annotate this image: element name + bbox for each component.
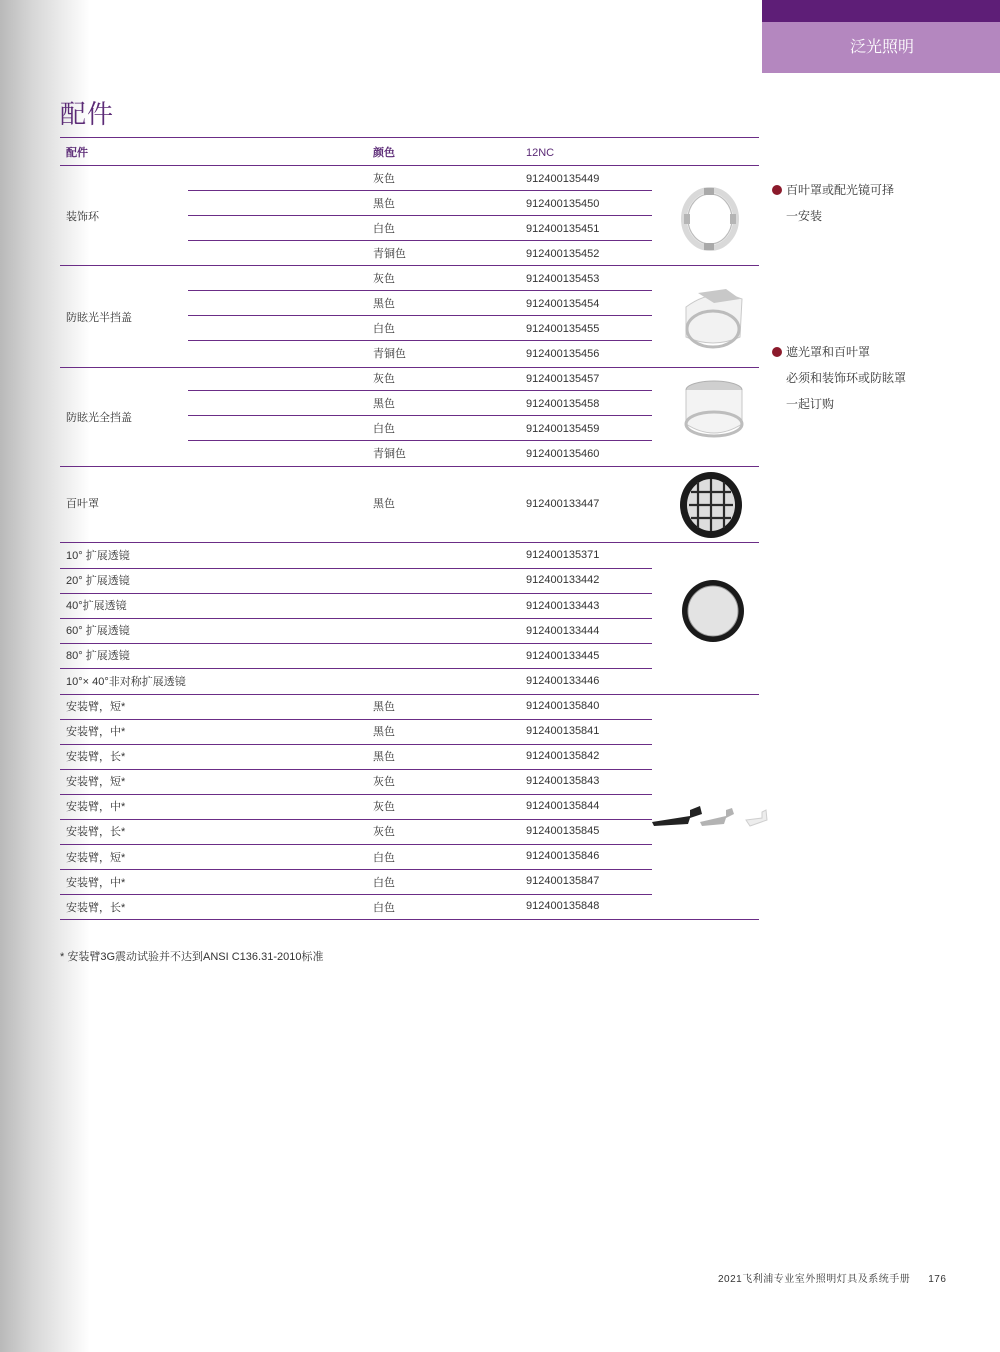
cell-color: 灰色 <box>373 826 395 838</box>
note-shield-order <box>772 344 906 412</box>
cell-color: 黑色 <box>373 726 395 738</box>
row-rule <box>188 240 652 241</box>
cell-color: 黑色 <box>373 298 395 310</box>
cell-color: 白色 <box>373 423 395 435</box>
header-color: 颜色 <box>373 147 395 159</box>
cell-12nc: 912400135842 <box>526 750 600 762</box>
cell-item: 安装臂，长* <box>66 751 126 763</box>
group-rule <box>60 367 759 368</box>
cell-12nc: 912400133443 <box>526 600 600 612</box>
cell-12nc: 912400135451 <box>526 223 600 235</box>
cell-12nc: 912400135841 <box>526 725 600 737</box>
row-rule <box>188 390 652 391</box>
trim-ring-image <box>680 186 740 252</box>
cell-item: 80° 扩展透镜 <box>66 650 130 662</box>
row-rule <box>60 719 652 720</box>
bullet-icon <box>772 185 782 195</box>
row-rule <box>188 290 652 291</box>
cell-item: 安装臂，短* <box>66 701 126 713</box>
cell-color: 白色 <box>373 223 395 235</box>
section-tab-label: 泛光照明 <box>762 22 1000 73</box>
row-rule <box>188 190 652 191</box>
cell-item: 安装臂，中* <box>66 726 126 738</box>
cell-item: 安装臂，短* <box>66 776 126 788</box>
note-line: 必须和装饰环或防眩罩 <box>786 371 907 385</box>
group-label-trim-ring: 装饰环 <box>66 211 99 223</box>
cell-12nc: 912400135459 <box>526 423 600 435</box>
note-louver-lens <box>772 182 894 224</box>
table-top-rule <box>60 137 759 138</box>
cell-12nc: 912400135457 <box>526 373 600 385</box>
section-tab <box>762 0 1000 73</box>
group-label-half-shield: 防眩光半挡盖 <box>66 312 132 324</box>
louver-image <box>678 470 744 540</box>
cell-color: 白色 <box>373 902 395 914</box>
cell-item: 60° 扩展透镜 <box>66 625 130 637</box>
header-item: 配件 <box>66 147 88 159</box>
cell-12nc: 912400135847 <box>526 875 600 887</box>
half-shield-image <box>678 285 748 351</box>
group-label-full-shield: 防眩光全挡盖 <box>66 412 132 424</box>
cell-12nc: 912400133442 <box>526 574 600 586</box>
section-tab-bar <box>762 0 1000 22</box>
cell-12nc: 912400135460 <box>526 448 600 460</box>
header-12nc: 12NC <box>526 147 555 159</box>
row-rule <box>60 668 652 669</box>
row-rule <box>188 315 652 316</box>
cell-item: 40°扩展透镜 <box>66 600 127 612</box>
cell-color: 灰色 <box>373 273 395 285</box>
full-shield-image <box>676 378 748 444</box>
row-rule <box>60 568 652 569</box>
note-line: 遮光罩和百叶罩 <box>786 345 871 359</box>
row-rule <box>60 769 652 770</box>
cell-12nc: 912400135454 <box>526 298 600 310</box>
page-footer <box>718 1270 946 1285</box>
header-rule <box>60 165 759 166</box>
cell-12nc: 912400135450 <box>526 198 600 210</box>
row-rule <box>188 340 652 341</box>
row-rule <box>188 215 652 216</box>
row-rule <box>60 794 652 795</box>
cell-12nc: 912400133446 <box>526 675 600 687</box>
cell-item: 安装臂，长* <box>66 902 126 914</box>
cell-color: 青铜色 <box>373 448 406 460</box>
cell-12nc: 912400135371 <box>526 549 600 561</box>
cell-12nc: 912400133445 <box>526 650 600 662</box>
page-number: 176 <box>928 1274 947 1285</box>
bullet-icon <box>772 347 782 357</box>
group-rule <box>60 542 759 543</box>
cell-color: 黑色 <box>373 701 395 713</box>
cell-12nc: 912400135840 <box>526 700 600 712</box>
note-line: 一起订购 <box>786 397 835 411</box>
cell-color: 青铜色 <box>373 348 406 360</box>
cell-color: 黑色 <box>373 398 395 410</box>
cell-item: 百叶罩 <box>66 498 99 510</box>
cell-color: 灰色 <box>373 373 395 385</box>
cell-12nc: 912400135456 <box>526 348 600 360</box>
cell-color: 灰色 <box>373 801 395 813</box>
row-rule <box>60 844 652 845</box>
row-rule <box>188 415 652 416</box>
cell-item: 10° 扩展透镜 <box>66 550 130 562</box>
group-rule <box>60 466 759 467</box>
cell-color: 白色 <box>373 877 395 889</box>
group-rule <box>60 265 759 266</box>
cell-12nc: 912400135844 <box>526 800 600 812</box>
cell-item: 安装臂，短* <box>66 852 126 864</box>
cell-item: 安装臂，中* <box>66 801 126 813</box>
cell-12nc: 912400135458 <box>526 398 600 410</box>
cell-color: 青铜色 <box>373 248 406 260</box>
cell-item: 安装臂，长* <box>66 826 126 838</box>
note-line: 百叶罩或配光镜可择 <box>786 183 895 197</box>
row-rule <box>60 643 652 644</box>
cell-color: 黑色 <box>373 498 395 510</box>
cell-12nc: 912400135452 <box>526 248 600 260</box>
cell-12nc: 912400135449 <box>526 173 600 185</box>
cell-12nc: 912400135455 <box>526 323 600 335</box>
row-rule <box>188 440 652 441</box>
cell-color: 黑色 <box>373 751 395 763</box>
cell-item: 10°× 40°非对称扩展透镜 <box>66 676 186 688</box>
row-rule <box>60 744 652 745</box>
page-title: 配件 <box>60 99 115 129</box>
cell-item: 安装臂，中* <box>66 877 126 889</box>
cell-12nc: 912400135848 <box>526 900 600 912</box>
cell-color: 灰色 <box>373 776 395 788</box>
cell-12nc: 912400133444 <box>526 625 600 637</box>
cell-color: 黑色 <box>373 198 395 210</box>
cell-color: 白色 <box>373 852 395 864</box>
mounting-arm-image <box>650 796 768 838</box>
cell-12nc: 912400133447 <box>526 498 600 510</box>
cell-item: 20° 扩展透镜 <box>66 575 130 587</box>
cell-12nc: 912400135453 <box>526 273 600 285</box>
row-rule <box>60 593 652 594</box>
cell-color: 白色 <box>373 323 395 335</box>
note-line: 一安装 <box>786 209 823 223</box>
row-rule <box>60 869 652 870</box>
table-bottom-rule <box>60 919 759 920</box>
cell-color: 灰色 <box>373 173 395 185</box>
cell-12nc: 912400135845 <box>526 825 600 837</box>
cell-12nc: 912400135846 <box>526 850 600 862</box>
cell-12nc: 912400135843 <box>526 775 600 787</box>
group-rule <box>60 694 759 695</box>
footnote: * 安装臂3G震动试验并不达到ANSI C136.31-2010标准 <box>60 951 324 963</box>
row-rule <box>60 894 652 895</box>
footer-book-title: 2021飞利浦专业室外照明灯具及系统手册 <box>718 1274 911 1285</box>
row-rule <box>60 819 652 820</box>
lens-image <box>680 578 746 644</box>
row-rule <box>60 618 652 619</box>
